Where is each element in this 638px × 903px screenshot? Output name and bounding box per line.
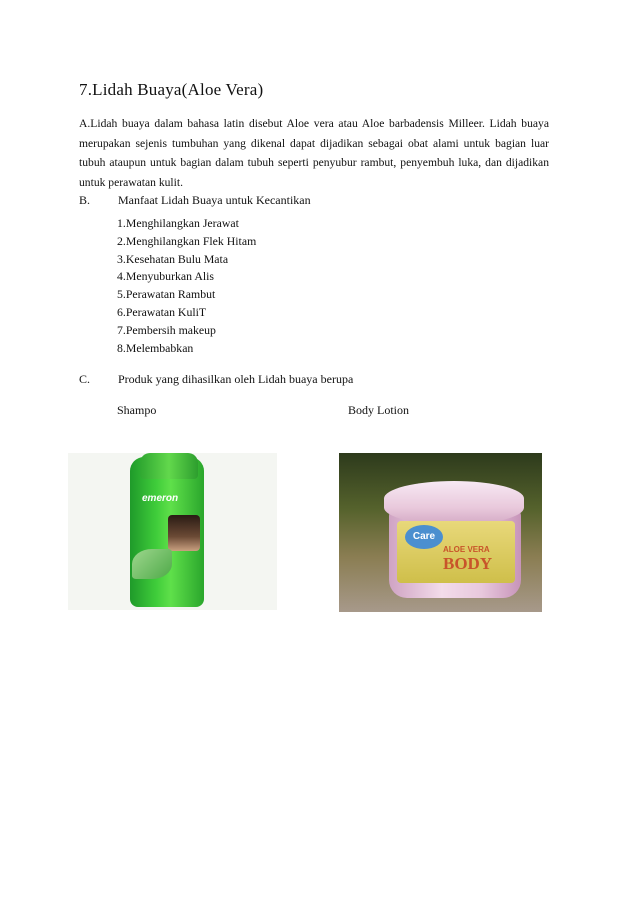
section-b-letter: B. xyxy=(79,193,91,207)
list-item: 8.Melembabkan xyxy=(117,340,194,355)
benefits-list xyxy=(117,215,256,357)
product-label-shampoo: Shampo xyxy=(117,403,157,417)
list-item: 7.Pembersih makeup xyxy=(117,322,216,337)
aloe-leaf-graphic xyxy=(132,549,172,579)
lotion-brand-logo: Care xyxy=(405,525,443,549)
list-item: 4.Menyuburkan Alis xyxy=(117,269,214,284)
page-title: 7.Lidah Buaya(Aloe Vera) xyxy=(79,80,264,99)
shampoo-image xyxy=(68,453,277,610)
product-label-body-lotion: Body Lotion xyxy=(348,403,410,417)
list-item: 3.Kesehatan Bulu Mata xyxy=(117,251,229,266)
list-item: 6.Perawatan KuliT xyxy=(117,304,207,319)
body-lotion-image xyxy=(339,453,542,612)
list-item: 5.Perawatan Rambut xyxy=(117,287,216,302)
lotion-body-text: BODY xyxy=(443,554,493,573)
section-b-heading: Manfaat Lidah Buaya untuk Kecantikan xyxy=(118,193,311,207)
section-c-letter: C. xyxy=(79,372,91,386)
list-item: 2.Menghilangkan Flek Hitam xyxy=(117,233,257,248)
shampoo-bottle-cap xyxy=(140,453,198,479)
shampoo-model-photo xyxy=(168,515,200,551)
paragraph-a: A.Lidah buaya dalam bahasa latin disebut Aloe vera atau Aloe barbadensis Milleer. Lidah buaya merupakan sejenis tumbuhan yang dikenal dapat dijadikan sebagai obat alami untuk bagian luar tubuh ataupun untuk bagian dalam tubuh seperti penyubur rambut, penyembuh luka, dan dijadikan untuk perawatan kulit. xyxy=(79,117,549,189)
lotion-jar-lid xyxy=(384,481,524,525)
list-item: 1.Menghilangkan Jerawat xyxy=(117,216,239,230)
lotion-line-text: ALOE VERA xyxy=(443,545,490,554)
section-c-heading: Produk yang dihasilkan oleh Lidah buaya berupa xyxy=(118,372,354,386)
shampoo-brand-logo: emeron xyxy=(142,493,179,504)
